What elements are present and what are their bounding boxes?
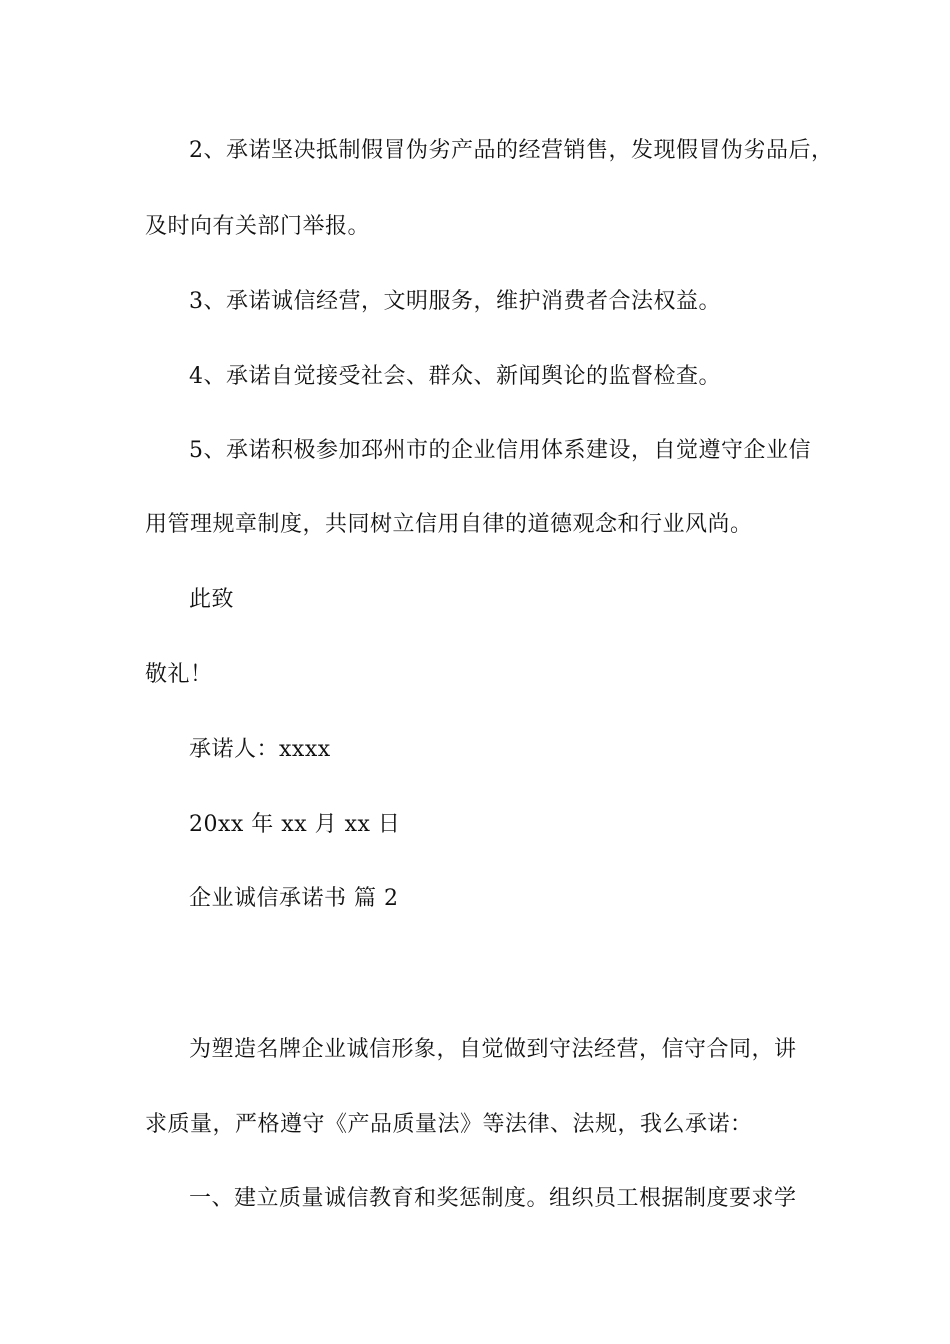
paragraph-line: 用管理规章制度，共同树立信用自律的道德观念和行业风尚。 — [145, 512, 753, 537]
paragraph-line: 求质量，严格遵守《产品质量法》等法律、法规，我么承诺： — [145, 1112, 753, 1137]
salutation-line: 敬礼！ — [145, 662, 213, 687]
paragraph-line: 及时向有关部门举报。 — [145, 214, 371, 239]
paragraph-line: 4、承诺自觉接受社会、群众、新闻舆论的监督检查。 — [189, 364, 721, 389]
paragraph-line: 5、承诺积极参加邳州市的企业信用体系建设，自觉遵守企业信 — [189, 438, 811, 463]
closing-line: 此致 — [189, 587, 235, 612]
section-title: 企业诚信承诺书 篇 2 — [189, 886, 399, 911]
paragraph-line: 为塑造名牌企业诚信形象，自觉做到守法经营，信守合同，讲 — [189, 1037, 797, 1062]
paragraph-line: 3、承诺诚信经营，文明服务，维护消费者合法权益。 — [189, 289, 721, 314]
paragraph-line: 2、承诺坚决抵制假冒伪劣产品的经营销售，发现假冒伪劣品后， — [189, 138, 834, 163]
paragraph-line: 一、建立质量诚信教育和奖惩制度。组织员工根据制度要求学 — [189, 1186, 797, 1211]
date-line: 20xx 年 xx 月 xx 日 — [189, 812, 401, 837]
signatory-line: 承诺人：xxxx — [189, 737, 331, 762]
